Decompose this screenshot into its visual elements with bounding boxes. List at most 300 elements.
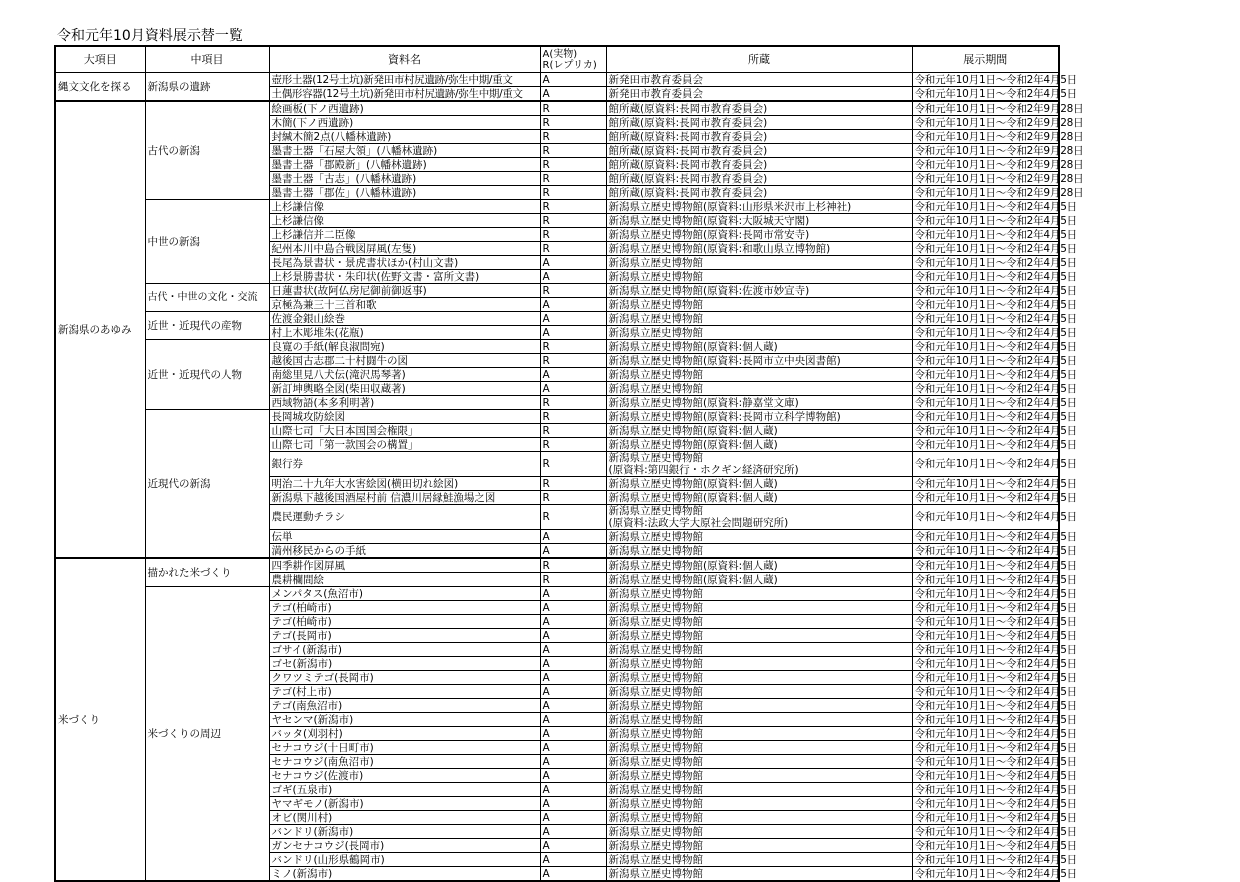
item-name: 封緘木簡2点(八幡林遺跡) bbox=[269, 130, 540, 144]
item-type: A bbox=[540, 797, 606, 811]
header-name: 資料名 bbox=[269, 46, 540, 73]
item-type: A bbox=[540, 601, 606, 615]
item-name: ゴセ(新潟市) bbox=[269, 657, 540, 671]
owner-text: 新潟県立歴史博物館 bbox=[608, 783, 703, 796]
item-type: A bbox=[540, 256, 606, 270]
item-period: 令和元年10月1日～令和2年4月5日 bbox=[912, 573, 1059, 587]
owner-text: 新発田市教育委員会 bbox=[608, 73, 703, 86]
item-owner bbox=[606, 424, 912, 438]
owner-text: 新潟県立歴史博物館 bbox=[608, 671, 703, 684]
item-owner bbox=[606, 101, 912, 116]
item-name: 墨書土器「郡殿新」(八幡林遺跡) bbox=[269, 158, 540, 172]
major-category-cell: 新潟県のあゆみ bbox=[55, 101, 145, 558]
item-name: テゴ(長岡市) bbox=[269, 629, 540, 643]
item-name: テゴ(村上市) bbox=[269, 685, 540, 699]
item-name: 木簡(下ノ西遺跡) bbox=[269, 116, 540, 130]
item-owner bbox=[606, 769, 912, 783]
item-owner bbox=[606, 505, 912, 530]
item-name: バッタ(刈羽村) bbox=[269, 727, 540, 741]
item-type: R bbox=[540, 410, 606, 424]
item-period: 令和元年10月1日～令和2年4月5日 bbox=[912, 839, 1059, 853]
item-owner bbox=[606, 671, 912, 685]
item-name: 長尾為景書状・景虎書状ほか(村山文書) bbox=[269, 256, 540, 270]
item-type: R bbox=[540, 452, 606, 477]
item-type: A bbox=[540, 326, 606, 340]
table-row bbox=[55, 340, 1059, 354]
item-period: 令和元年10月1日～令和2年4月5日 bbox=[912, 825, 1059, 839]
item-name: バンドリ(新潟市) bbox=[269, 825, 540, 839]
item-name: クワツミテゴ(長岡市) bbox=[269, 671, 540, 685]
item-owner bbox=[606, 326, 912, 340]
table-row bbox=[55, 410, 1059, 424]
item-owner bbox=[606, 214, 912, 228]
owner-text: 新潟県立歴史博物館 bbox=[608, 382, 703, 395]
middle-category-cell: 古代・中世の文化・交流 bbox=[145, 284, 269, 312]
item-period: 令和元年10月1日～令和2年4月5日 bbox=[912, 410, 1059, 424]
table-row bbox=[55, 558, 1059, 573]
item-period: 令和元年10月1日～令和2年4月5日 bbox=[912, 629, 1059, 643]
item-name: 明治二十九年大水害絵図(横田切れ絵図) bbox=[269, 477, 540, 491]
owner-text: 館所蔵(原資料:長岡市教育委員会) bbox=[608, 116, 768, 129]
item-owner bbox=[606, 867, 912, 882]
item-type: R bbox=[540, 558, 606, 573]
table-row bbox=[55, 101, 1059, 116]
item-period: 令和元年10月1日～令和2年4月5日 bbox=[912, 685, 1059, 699]
item-name: 新潟県下越後国酒屋村前 信濃川居縁鮭漁場之図 bbox=[269, 491, 540, 505]
item-type: R bbox=[540, 491, 606, 505]
table-row bbox=[55, 284, 1059, 298]
item-period: 令和元年10月1日～令和2年9月28日 bbox=[912, 186, 1059, 200]
item-owner bbox=[606, 601, 912, 615]
header-row bbox=[55, 46, 1059, 73]
item-type: A bbox=[540, 643, 606, 657]
item-type: R bbox=[540, 396, 606, 410]
item-name: テゴ(南魚沼市) bbox=[269, 699, 540, 713]
item-owner bbox=[606, 839, 912, 853]
item-name: テゴ(柏崎市) bbox=[269, 601, 540, 615]
item-period: 令和元年10月1日～令和2年4月5日 bbox=[912, 354, 1059, 368]
item-owner bbox=[606, 713, 912, 727]
item-owner bbox=[606, 284, 912, 298]
item-type: R bbox=[540, 354, 606, 368]
item-owner bbox=[606, 270, 912, 284]
item-owner bbox=[606, 172, 912, 186]
owner-text: 新潟県立歴史博物館(原資料:個人蔵) bbox=[608, 424, 778, 437]
item-type: A bbox=[540, 713, 606, 727]
item-name: 良寛の手紙(解良淑問宛) bbox=[269, 340, 540, 354]
item-name: 墨書土器「郡佐」(八幡林遺跡) bbox=[269, 186, 540, 200]
item-name: セナコウジ(南魚沼市) bbox=[269, 755, 540, 769]
item-owner bbox=[606, 396, 912, 410]
item-period: 令和元年10月1日～令和2年4月5日 bbox=[912, 438, 1059, 452]
item-name: 上杉景勝書状・朱印状(佐野文書・富所文書) bbox=[269, 270, 540, 284]
owner-text: 新潟県立歴史博物館 bbox=[608, 685, 703, 698]
item-type: R bbox=[540, 130, 606, 144]
item-type: R bbox=[540, 172, 606, 186]
item-name: 長岡城攻防絵図 bbox=[269, 410, 540, 424]
item-owner bbox=[606, 685, 912, 699]
owner-text: 新潟県立歴史博物館 bbox=[608, 270, 703, 283]
item-name: 村上木彫堆朱(花瓶) bbox=[269, 326, 540, 340]
page-title: 令和元年10月資料展示替一覧 bbox=[57, 28, 243, 44]
item-type: R bbox=[540, 101, 606, 116]
item-type: A bbox=[540, 699, 606, 713]
owner-text: 新潟県立歴史博物館 bbox=[608, 657, 703, 670]
table-row bbox=[55, 200, 1059, 214]
item-owner bbox=[606, 256, 912, 270]
owner-text: 新潟県立歴史博物館 bbox=[608, 741, 703, 754]
item-type: A bbox=[540, 727, 606, 741]
owner-text: 新潟県立歴史博物館(原資料:長岡市立中央図書館) bbox=[608, 354, 841, 367]
item-type: A bbox=[540, 825, 606, 839]
item-owner bbox=[606, 477, 912, 491]
item-name: セナコウジ(佐渡市) bbox=[269, 769, 540, 783]
owner-text: 新潟県立歴史博物館 bbox=[608, 643, 703, 656]
table-row bbox=[55, 587, 1059, 601]
item-type: A bbox=[540, 755, 606, 769]
item-name: 土偶形容器(12号土坑)新発田市村尻遺跡/弥生中期/重文 bbox=[269, 87, 540, 102]
item-type: R bbox=[540, 186, 606, 200]
item-type: A bbox=[540, 769, 606, 783]
owner-text: 新潟県立歴史博物館 bbox=[608, 312, 703, 325]
item-name: 農民運動チラシ bbox=[269, 505, 540, 530]
item-owner bbox=[606, 158, 912, 172]
item-name: 南総里見八犬伝(滝沢馬琴著) bbox=[269, 368, 540, 382]
item-name: 墨書土器「古志」(八幡林遺跡) bbox=[269, 172, 540, 186]
item-period: 令和元年10月1日～令和2年4月5日 bbox=[912, 214, 1059, 228]
item-name: ゴギ(五泉市) bbox=[269, 783, 540, 797]
item-type: A bbox=[540, 298, 606, 312]
owner-text: 新潟県立歴史博物館(原資料:個人蔵) bbox=[608, 573, 778, 586]
table-row bbox=[55, 73, 1059, 87]
item-name: 上杉謙信像 bbox=[269, 214, 540, 228]
item-name: ヤセンマ(新潟市) bbox=[269, 713, 540, 727]
item-name: 日蓮書状(故阿仏房尼御前御返事) bbox=[269, 284, 540, 298]
owner-text: 新潟県立歴史博物館(原資料:山形県米沢市上杉神社) bbox=[608, 200, 852, 213]
owner-text: 新潟県立歴史博物館 bbox=[608, 256, 703, 269]
middle-category-cell: 米づくりの周辺 bbox=[145, 587, 269, 882]
item-owner bbox=[606, 853, 912, 867]
item-owner bbox=[606, 354, 912, 368]
owner-text: 新発田市教育委員会 bbox=[608, 87, 703, 100]
item-period: 令和元年10月1日～令和2年4月5日 bbox=[912, 769, 1059, 783]
item-name: 伝単 bbox=[269, 530, 540, 544]
owner-text: 新潟県立歴史博物館 bbox=[608, 811, 703, 824]
header-middle: 中項目 bbox=[145, 46, 269, 73]
item-period: 令和元年10月1日～令和2年4月5日 bbox=[912, 755, 1059, 769]
item-type: R bbox=[540, 144, 606, 158]
header-owner: 所蔵 bbox=[606, 46, 912, 73]
item-owner bbox=[606, 452, 912, 477]
item-type: A bbox=[540, 615, 606, 629]
item-owner bbox=[606, 727, 912, 741]
item-owner bbox=[606, 811, 912, 825]
item-period: 令和元年10月1日～令和2年4月5日 bbox=[912, 242, 1059, 256]
item-name: 越後国古志郡二十村闘牛の図 bbox=[269, 354, 540, 368]
item-type: R bbox=[540, 438, 606, 452]
item-name: メンパタス(魚沼市) bbox=[269, 587, 540, 601]
owner-text: 新潟県立歴史博物館(原資料:大阪城天守閣) bbox=[608, 214, 810, 227]
item-name: ゴサイ(新潟市) bbox=[269, 643, 540, 657]
owner-text: 館所蔵(原資料:長岡市教育委員会) bbox=[608, 186, 768, 199]
owner-text: 新潟県立歴史博物館 bbox=[608, 797, 703, 810]
item-period: 令和元年10月1日～令和2年9月28日 bbox=[912, 116, 1059, 130]
item-name: セナコウジ(十日町市) bbox=[269, 741, 540, 755]
item-period: 令和元年10月1日～令和2年4月5日 bbox=[912, 867, 1059, 882]
item-period: 令和元年10月1日～令和2年4月5日 bbox=[912, 853, 1059, 867]
item-period: 令和元年10月1日～令和2年4月5日 bbox=[912, 797, 1059, 811]
exhibit-table bbox=[54, 45, 1084, 882]
item-type: R bbox=[540, 158, 606, 172]
item-owner bbox=[606, 587, 912, 601]
header-period: 展示期間 bbox=[912, 46, 1059, 73]
item-period: 令和元年10月1日～令和2年4月5日 bbox=[912, 382, 1059, 396]
item-period: 令和元年10月1日～令和2年4月5日 bbox=[912, 87, 1059, 102]
item-owner bbox=[606, 410, 912, 424]
item-period: 令和元年10月1日～令和2年4月5日 bbox=[912, 615, 1059, 629]
item-type: A bbox=[540, 382, 606, 396]
item-type: A bbox=[540, 657, 606, 671]
item-period: 令和元年10月1日～令和2年4月5日 bbox=[912, 601, 1059, 615]
item-name: 新訂坤輿略全図(柴田収蔵著) bbox=[269, 382, 540, 396]
header-major: 大項目 bbox=[55, 46, 145, 73]
item-owner bbox=[606, 382, 912, 396]
item-owner bbox=[606, 228, 912, 242]
owner-text: 新潟県立歴史博物館(原資料:個人蔵) bbox=[608, 438, 778, 451]
owner-text: 新潟県立歴史博物館(原資料:佐渡市妙宣寺) bbox=[608, 284, 810, 297]
item-period: 令和元年10月1日～令和2年4月5日 bbox=[912, 713, 1059, 727]
item-period: 令和元年10月1日～令和2年4月5日 bbox=[912, 284, 1059, 298]
item-owner bbox=[606, 825, 912, 839]
middle-category-cell: 近現代の新潟 bbox=[145, 410, 269, 559]
item-period: 令和元年10月1日～令和2年4月5日 bbox=[912, 200, 1059, 214]
owner-text: 新潟県立歴史博物館(原資料:個人蔵) bbox=[608, 491, 778, 504]
owner-text: 新潟県立歴史博物館 bbox=[608, 769, 703, 782]
item-owner bbox=[606, 368, 912, 382]
owner-text: 新潟県立歴史博物館 bbox=[608, 505, 703, 517]
item-type: A bbox=[540, 544, 606, 559]
item-period: 令和元年10月1日～令和2年4月5日 bbox=[912, 298, 1059, 312]
item-owner bbox=[606, 298, 912, 312]
item-name: 絵画板(下ノ西遺跡) bbox=[269, 101, 540, 116]
item-period: 令和元年10月1日～令和2年4月5日 bbox=[912, 326, 1059, 340]
owner-text: 新潟県立歴史博物館(原資料:個人蔵) bbox=[608, 477, 778, 490]
item-type: A bbox=[540, 270, 606, 284]
item-name: ヤマギモノ(新潟市) bbox=[269, 797, 540, 811]
owner-text: 新潟県立歴史博物館 bbox=[608, 629, 703, 642]
item-type: A bbox=[540, 530, 606, 544]
item-type: R bbox=[540, 505, 606, 530]
item-owner bbox=[606, 116, 912, 130]
item-type: R bbox=[540, 200, 606, 214]
item-owner bbox=[606, 615, 912, 629]
item-period: 令和元年10月1日～令和2年4月5日 bbox=[912, 256, 1059, 270]
owner-text: 新潟県立歴史博物館(原資料:個人蔵) bbox=[608, 559, 778, 572]
item-name: オビ(関川村) bbox=[269, 811, 540, 825]
item-owner bbox=[606, 643, 912, 657]
owner-text: 新潟県立歴史博物館 bbox=[608, 755, 703, 768]
item-owner bbox=[606, 558, 912, 573]
item-type: R bbox=[540, 477, 606, 491]
item-type: A bbox=[540, 671, 606, 685]
item-owner bbox=[606, 340, 912, 354]
item-type: A bbox=[540, 587, 606, 601]
owner-note: (原資料:法政大学大原社会問題研究所) bbox=[608, 517, 789, 529]
item-period: 令和元年10月1日～令和2年4月5日 bbox=[912, 73, 1059, 87]
item-period: 令和元年10月1日～令和2年4月5日 bbox=[912, 544, 1059, 559]
owner-text: 新潟県立歴史博物館 bbox=[608, 615, 703, 628]
owner-text: 館所蔵(原資料:長岡市教育委員会) bbox=[608, 158, 768, 171]
item-type: A bbox=[540, 73, 606, 87]
owner-text: 新潟県立歴史博物館 bbox=[608, 699, 703, 712]
owner-text: 新潟県立歴史博物館 bbox=[608, 601, 703, 614]
item-type: A bbox=[540, 87, 606, 102]
item-type: R bbox=[540, 284, 606, 298]
header-type: A(実物) R(レプリカ) bbox=[540, 46, 606, 73]
item-type: A bbox=[540, 312, 606, 326]
item-owner bbox=[606, 144, 912, 158]
item-type: A bbox=[540, 741, 606, 755]
item-owner bbox=[606, 544, 912, 559]
item-period: 令和元年10月1日～令和2年4月5日 bbox=[912, 396, 1059, 410]
item-period: 令和元年10月1日～令和2年4月5日 bbox=[912, 270, 1059, 284]
item-type: R bbox=[540, 573, 606, 587]
owner-text: 館所蔵(原資料:長岡市教育委員会) bbox=[608, 130, 768, 143]
item-owner bbox=[606, 438, 912, 452]
item-period: 令和元年10月1日～令和2年4月5日 bbox=[912, 505, 1059, 530]
owner-text: 新潟県立歴史博物館 bbox=[608, 368, 703, 381]
item-period: 令和元年10月1日～令和2年4月5日 bbox=[912, 587, 1059, 601]
item-owner bbox=[606, 573, 912, 587]
item-name: テゴ(柏崎市) bbox=[269, 615, 540, 629]
item-type: A bbox=[540, 368, 606, 382]
item-period: 令和元年10月1日～令和2年4月5日 bbox=[912, 452, 1059, 477]
owner-text: 新潟県立歴史博物館 bbox=[608, 452, 703, 464]
item-name: 満州移民からの手紙 bbox=[269, 544, 540, 559]
item-name: 四季耕作図屏風 bbox=[269, 558, 540, 573]
owner-note: (原資料:第四銀行・ホクギン経済研究所) bbox=[608, 464, 799, 476]
middle-category-cell: 新潟県の遺跡 bbox=[145, 73, 269, 102]
item-name: 西域物語(本多利明著) bbox=[269, 396, 540, 410]
item-period: 令和元年10月1日～令和2年9月28日 bbox=[912, 158, 1059, 172]
item-owner bbox=[606, 629, 912, 643]
item-type: A bbox=[540, 811, 606, 825]
item-name: 紀州本川中島合戦図屏風(左隻) bbox=[269, 242, 540, 256]
owner-text: 新潟県立歴史博物館(原資料:和歌山県立博物館) bbox=[608, 242, 831, 255]
owner-text: 新潟県立歴史博物館 bbox=[608, 544, 703, 557]
item-type: A bbox=[540, 783, 606, 797]
owner-text: 新潟県立歴史博物館(原資料:個人蔵) bbox=[608, 340, 778, 353]
item-owner bbox=[606, 491, 912, 505]
owner-text: 新潟県立歴史博物館 bbox=[608, 727, 703, 740]
middle-category-cell: 近世・近現代の産物 bbox=[145, 312, 269, 340]
item-name: 銀行券 bbox=[269, 452, 540, 477]
owner-text: 新潟県立歴史博物館(原資料:長岡市立科学博物館) bbox=[608, 410, 841, 423]
item-name: 上杉謙信并二臣像 bbox=[269, 228, 540, 242]
item-owner bbox=[606, 657, 912, 671]
item-owner bbox=[606, 741, 912, 755]
owner-text: 新潟県立歴史博物館(原資料:静嘉堂文庫) bbox=[608, 396, 799, 409]
item-type: A bbox=[540, 853, 606, 867]
item-period: 令和元年10月1日～令和2年4月5日 bbox=[912, 424, 1059, 438]
item-period: 令和元年10月1日～令和2年4月5日 bbox=[912, 558, 1059, 573]
item-period: 令和元年10月1日～令和2年4月5日 bbox=[912, 657, 1059, 671]
item-owner bbox=[606, 130, 912, 144]
item-period: 令和元年10月1日～令和2年4月5日 bbox=[912, 643, 1059, 657]
item-period: 令和元年10月1日～令和2年4月5日 bbox=[912, 312, 1059, 326]
middle-category-cell: 古代の新潟 bbox=[145, 101, 269, 200]
owner-text: 新潟県立歴史博物館 bbox=[608, 839, 703, 852]
item-owner bbox=[606, 73, 912, 87]
item-type: A bbox=[540, 867, 606, 882]
owner-text: 新潟県立歴史博物館 bbox=[608, 853, 703, 866]
owner-text: 新潟県立歴史博物館(原資料:長岡市常安寺) bbox=[608, 228, 810, 241]
owner-text: 新潟県立歴史博物館 bbox=[608, 530, 703, 543]
item-name: バンドリ(山形県鶴岡市) bbox=[269, 853, 540, 867]
item-period: 令和元年10月1日～令和2年9月28日 bbox=[912, 130, 1059, 144]
item-type: R bbox=[540, 116, 606, 130]
item-name: 京極為兼三十三首和歌 bbox=[269, 298, 540, 312]
owner-text: 新潟県立歴史博物館 bbox=[608, 713, 703, 726]
item-period: 令和元年10月1日～令和2年9月28日 bbox=[912, 144, 1059, 158]
item-period: 令和元年10月1日～令和2年9月28日 bbox=[912, 172, 1059, 186]
major-category-cell: 米づくり bbox=[55, 558, 145, 881]
item-type: R bbox=[540, 424, 606, 438]
item-name: 上杉謙信像 bbox=[269, 200, 540, 214]
item-type: R bbox=[540, 214, 606, 228]
item-owner bbox=[606, 797, 912, 811]
middle-category-cell: 中世の新潟 bbox=[145, 200, 269, 284]
item-period: 令和元年10月1日～令和2年4月5日 bbox=[912, 699, 1059, 713]
item-name: 山際七司「第一款国会の構置」 bbox=[269, 438, 540, 452]
owner-text: 新潟県立歴史博物館 bbox=[608, 587, 703, 600]
item-period: 令和元年10月1日～令和2年4月5日 bbox=[912, 783, 1059, 797]
item-name: 壺形土器(12号土坑)新発田市村尻遺跡/弥生中期/重文 bbox=[269, 73, 540, 87]
item-owner bbox=[606, 755, 912, 769]
item-type: R bbox=[540, 340, 606, 354]
item-period: 令和元年10月1日～令和2年4月5日 bbox=[912, 530, 1059, 544]
item-owner bbox=[606, 699, 912, 713]
item-period: 令和元年10月1日～令和2年4月5日 bbox=[912, 671, 1059, 685]
item-period: 令和元年10月1日～令和2年4月5日 bbox=[912, 741, 1059, 755]
item-owner bbox=[606, 87, 912, 102]
item-period: 令和元年10月1日～令和2年4月5日 bbox=[912, 811, 1059, 825]
owner-text: 新潟県立歴史博物館 bbox=[608, 867, 703, 880]
item-period: 令和元年10月1日～令和2年4月5日 bbox=[912, 477, 1059, 491]
item-type: A bbox=[540, 685, 606, 699]
item-name: 山際七司「大日本国国会権限」 bbox=[269, 424, 540, 438]
item-name: ガンセナコウジ(長岡市) bbox=[269, 839, 540, 853]
item-owner bbox=[606, 783, 912, 797]
owner-text: 館所蔵(原資料:長岡市教育委員会) bbox=[608, 144, 768, 157]
owner-text: 新潟県立歴史博物館 bbox=[608, 298, 703, 311]
item-period: 令和元年10月1日～令和2年4月5日 bbox=[912, 228, 1059, 242]
item-owner bbox=[606, 242, 912, 256]
item-period: 令和元年10月1日～令和2年9月28日 bbox=[912, 101, 1059, 116]
table-body bbox=[55, 73, 1084, 882]
item-period: 令和元年10月1日～令和2年4月5日 bbox=[912, 340, 1059, 354]
item-period: 令和元年10月1日～令和2年4月5日 bbox=[912, 368, 1059, 382]
item-name: 墨書土器「石屋大領」(八幡林遺跡) bbox=[269, 144, 540, 158]
major-category-cell: 縄文文化を探る bbox=[55, 73, 145, 102]
item-owner bbox=[606, 186, 912, 200]
owner-text: 新潟県立歴史博物館 bbox=[608, 825, 703, 838]
item-owner bbox=[606, 200, 912, 214]
item-type: R bbox=[540, 228, 606, 242]
item-owner bbox=[606, 530, 912, 544]
item-name: 農耕欄間絵 bbox=[269, 573, 540, 587]
owner-text: 館所蔵(原資料:長岡市教育委員会) bbox=[608, 102, 768, 115]
